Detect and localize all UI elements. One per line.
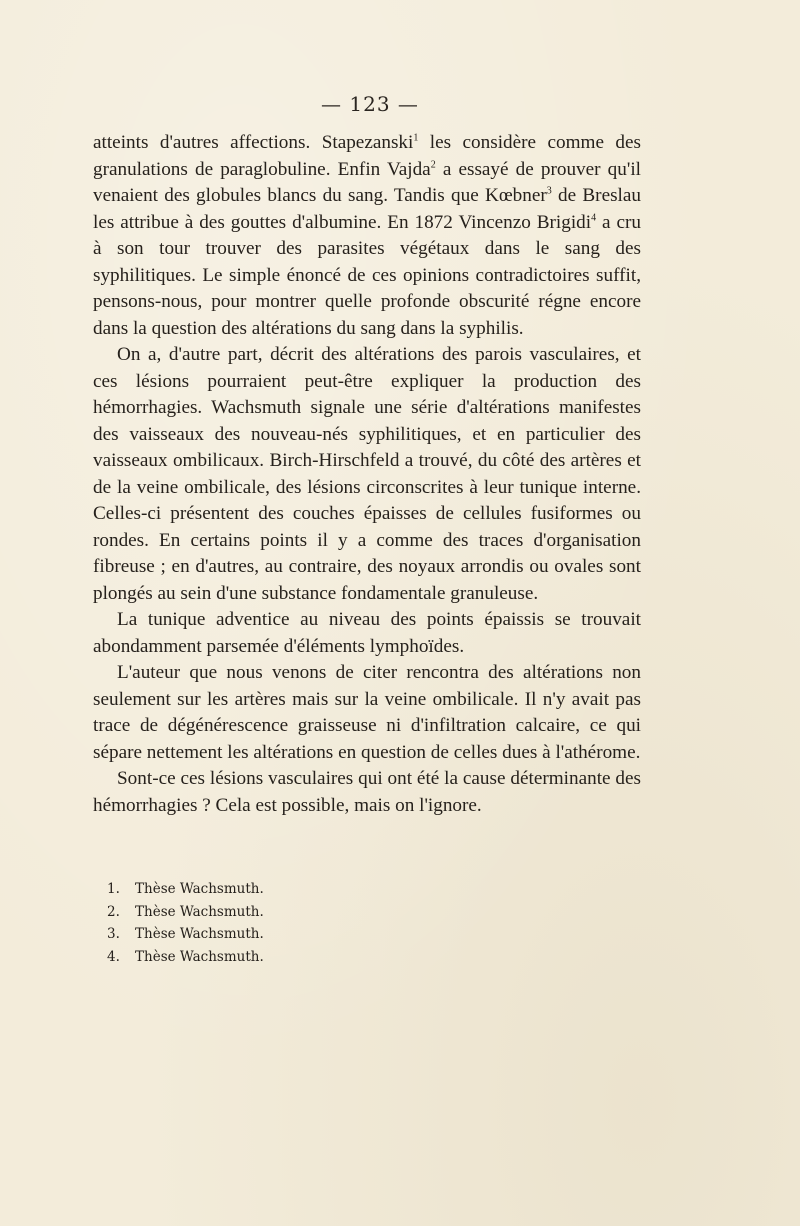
page-number: — 123 —: [321, 92, 419, 116]
paragraph-1-part-4: de Breslau les attribue à des gouttes d'albumine. En 1872 Vincenzo Brigidi: [93, 185, 641, 233]
footnotes: [107, 878, 507, 968]
footnote-text: Thèse Wachsmuth.: [135, 948, 264, 965]
footnote-ref-3: 3: [546, 185, 552, 197]
footnote-1: [107, 878, 507, 901]
paragraph-2: On a, d'autre part, décrit des altérations des parois vasculaires, et ces lésions pourraient peut-être expliquer la production des hémorrhagies. Wachsmuth signale une série d'altérations manifestes des vaisseaux des nouveau-nés syphilitiques, et en particulier des vaisseaux ombilicaux. Birch-Hirschfeld a trouvé, du côté des artères et de la veine ombilicale, des lésions circonscrites à leur tunique interne. Celles-ci présentent des couches épaisses de cellules fusiformes ou rondes. En certains points il y a comme des traces d'organisation fibreuse ; en d'autres, au contraire, des noyaux arrondis ou ovales sont plongés au sein d'une substance fondamentale granuleuse.: [93, 344, 641, 604]
footnote-number: 1.: [107, 881, 120, 897]
paragraph-3: La tunique adventice au niveau des points épaissis se trouvait abondamment parsemée d'éléments lymphoïdes.: [93, 609, 641, 657]
footnote-text: Thèse Wachsmuth.: [135, 881, 264, 897]
footnote-3: [107, 923, 507, 946]
footnote-4: [107, 946, 507, 969]
footnote-number: 2.: [107, 903, 120, 920]
paragraph-1-part-1: atteints d'autres affections. Stapezanski: [93, 132, 414, 153]
paragraph-1: [93, 130, 641, 342]
footnote-2: [107, 901, 507, 924]
body-text: [93, 130, 641, 819]
footnote-ref-2: 2: [430, 159, 436, 171]
footnote-number: 4.: [107, 948, 120, 965]
footnote-text: Thèse Wachsmuth.: [135, 903, 264, 920]
footnote-number: 3.: [107, 926, 120, 942]
footnote-ref-4: 4: [591, 212, 597, 224]
paragraph-1-part-2: les considère comme des granulations de paraglobuline. Enfin Vajda: [93, 132, 641, 180]
paragraph-4: L'auteur que nous venons de citer rencontra des altérations non seulement sur les artères mais sur la veine ombilicale. Il n'y avait pas trace de dégénérescence graisseuse ni d'infiltration calcaire, ce qui sépare nettement les altérations en question de celles dues à l'athérome.: [93, 662, 641, 763]
footnote-text: Thèse Wachsmuth.: [135, 926, 264, 942]
footnote-ref-1: 1: [413, 132, 419, 144]
paragraph-5: Sont-ce ces lésions vasculaires qui ont été la cause déterminante des hémorrhagies ? Cela est possible, mais on l'ignore.: [93, 768, 641, 816]
paragraph-1-part-3: a essayé de prouver qu'il venaient des globules blancs du sang. Tandis que Kœbner: [93, 158, 641, 206]
paragraph-1-part-5: a cru à son tour trouver des parasites végétaux dans le sang des syphilitiques. Le simple énoncé de ces opinions contradictoires suffit, pensons-nous, pour montrer quelle profonde obscurité régne encore dans la question des altérations du sang dans la syphilis.: [93, 211, 641, 339]
